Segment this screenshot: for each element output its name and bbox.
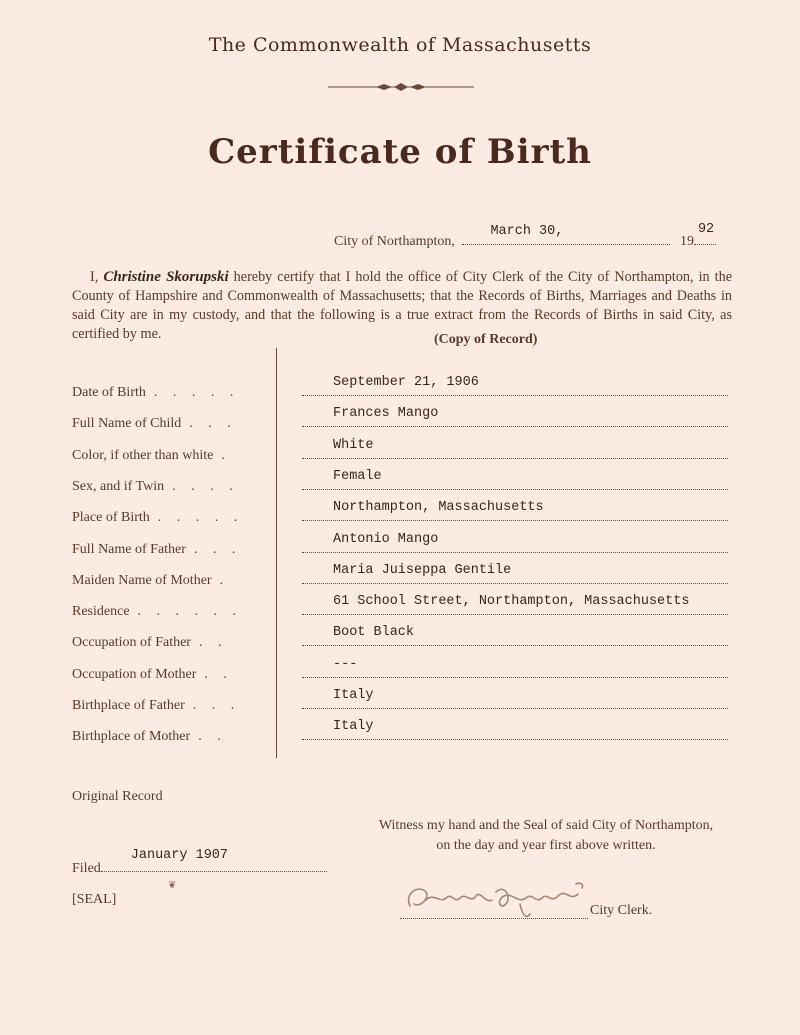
field-label-leader: . . [204, 666, 233, 682]
field-label-leader: . . . [192, 698, 241, 713]
field-label-leader: . . . . [172, 478, 239, 494]
field-label-leader: . . . . . . [137, 604, 243, 620]
field-label: Residence [72, 604, 130, 620]
issue-date-value: March 30, [490, 224, 564, 239]
field-dotted-line [302, 645, 728, 646]
city-label: City of Northampton, [334, 234, 455, 249]
copy-of-record-label: (Copy of Record) [434, 332, 538, 347]
field-label-leader: . . . [193, 541, 242, 557]
field-label: Sex, and if Twin [72, 478, 165, 494]
record-field-row [0, 688, 800, 718]
field-label-leader: . [219, 572, 230, 588]
field-label-leader: . . [198, 635, 228, 651]
field-value: Italy [333, 688, 374, 703]
witness-line-2: on the day and year first above written. [436, 838, 656, 853]
field-value: September 21, 1906 [333, 375, 479, 390]
certificate-title: Certificate of Birth [208, 132, 592, 172]
record-field-row [0, 375, 800, 405]
field-dotted-line [302, 583, 728, 584]
field-dotted-line [302, 739, 728, 740]
field-value: 61 School Street, Northampton, Massachusetts [333, 594, 690, 610]
field-value: Northampton, Massachusetts [333, 500, 544, 516]
field-value: Boot Black [333, 625, 415, 641]
field-label: Date of Birth [72, 385, 146, 400]
field-label: Maiden Name of Mother [72, 572, 212, 588]
field-dotted-line [302, 614, 728, 615]
field-value: Italy [333, 719, 374, 735]
field-value: Frances Mango [333, 406, 439, 422]
seal-mark-icon: ❦ [168, 880, 177, 891]
field-value: White [333, 437, 374, 453]
signature-caption: City Clerk. [590, 903, 653, 918]
filed-value: January 1907 [130, 848, 228, 863]
record-field-row [0, 719, 800, 749]
field-label: Occupation of Father [72, 635, 191, 651]
record-field-row [0, 500, 800, 530]
field-label: Birthplace of Mother [72, 729, 191, 745]
issue-date-line [334, 222, 716, 250]
field-label: Place of Birth [72, 510, 150, 526]
field-dotted-line [302, 426, 728, 427]
field-value: Female [333, 468, 382, 484]
field-label: Birthplace of Father [72, 698, 185, 713]
filed-label: Filed [72, 861, 101, 876]
signature-line [400, 918, 588, 919]
field-label: Full Name of Father [72, 541, 186, 557]
year-prefix: 19 [679, 234, 694, 249]
field-value: --- [333, 656, 358, 672]
record-field-row [0, 469, 800, 499]
field-label: Occupation of Mother [72, 666, 197, 682]
witness-line-1: Witness my hand and the Seal of said City of Northampton, [378, 818, 714, 833]
ornament-divider-icon [328, 80, 474, 94]
original-record-label: Original Record [72, 789, 163, 804]
clerk-name: Christine Skorupski [103, 269, 229, 285]
record-field-row [0, 532, 800, 562]
field-value: Maria Juiseppa Gentile [333, 562, 512, 578]
record-field-row [0, 438, 800, 468]
record-field-row [0, 657, 800, 687]
witness-statement [336, 816, 756, 856]
clerk-signature [400, 874, 590, 924]
field-label-leader: . . . . . [153, 385, 240, 400]
seal-label: [SEAL] [72, 892, 117, 907]
field-value: Antonio Mango [333, 531, 439, 547]
field-label: Color, if other than white [72, 447, 214, 463]
field-label-leader: . . . [189, 416, 237, 432]
record-field-row [0, 563, 800, 593]
record-field-row [0, 406, 800, 436]
field-label-leader: . [221, 447, 231, 463]
year-suffix: 92 [697, 222, 715, 237]
certification-paragraph [72, 268, 732, 344]
record-field-row [0, 625, 800, 655]
field-dotted-line [302, 489, 728, 490]
intro-text: I, [90, 269, 99, 285]
field-dotted-line [302, 552, 728, 553]
field-label-leader: . . [198, 729, 227, 745]
field-dotted-line [302, 708, 728, 709]
commonwealth-heading: The Commonwealth of Massachusetts [208, 34, 592, 56]
field-label: Full Name of Child [72, 416, 182, 432]
field-dotted-line [302, 520, 728, 521]
certification-body: hereby certify that I hold the office of City Clerk of the City of Northampton, in the County of Hampshire and Commonwealth of Massachusetts; that the Records of Births, Marriages and Deaths in said City are in my custody, and that the following is a true extract from the Records of Births in said City, as certified by me. [72, 269, 733, 342]
field-label-leader: . . . . . [157, 510, 244, 526]
filed-line [72, 848, 327, 877]
record-field-row [0, 594, 800, 624]
field-dotted-line [302, 458, 728, 459]
field-dotted-line [302, 677, 728, 678]
field-dotted-line [302, 395, 728, 396]
